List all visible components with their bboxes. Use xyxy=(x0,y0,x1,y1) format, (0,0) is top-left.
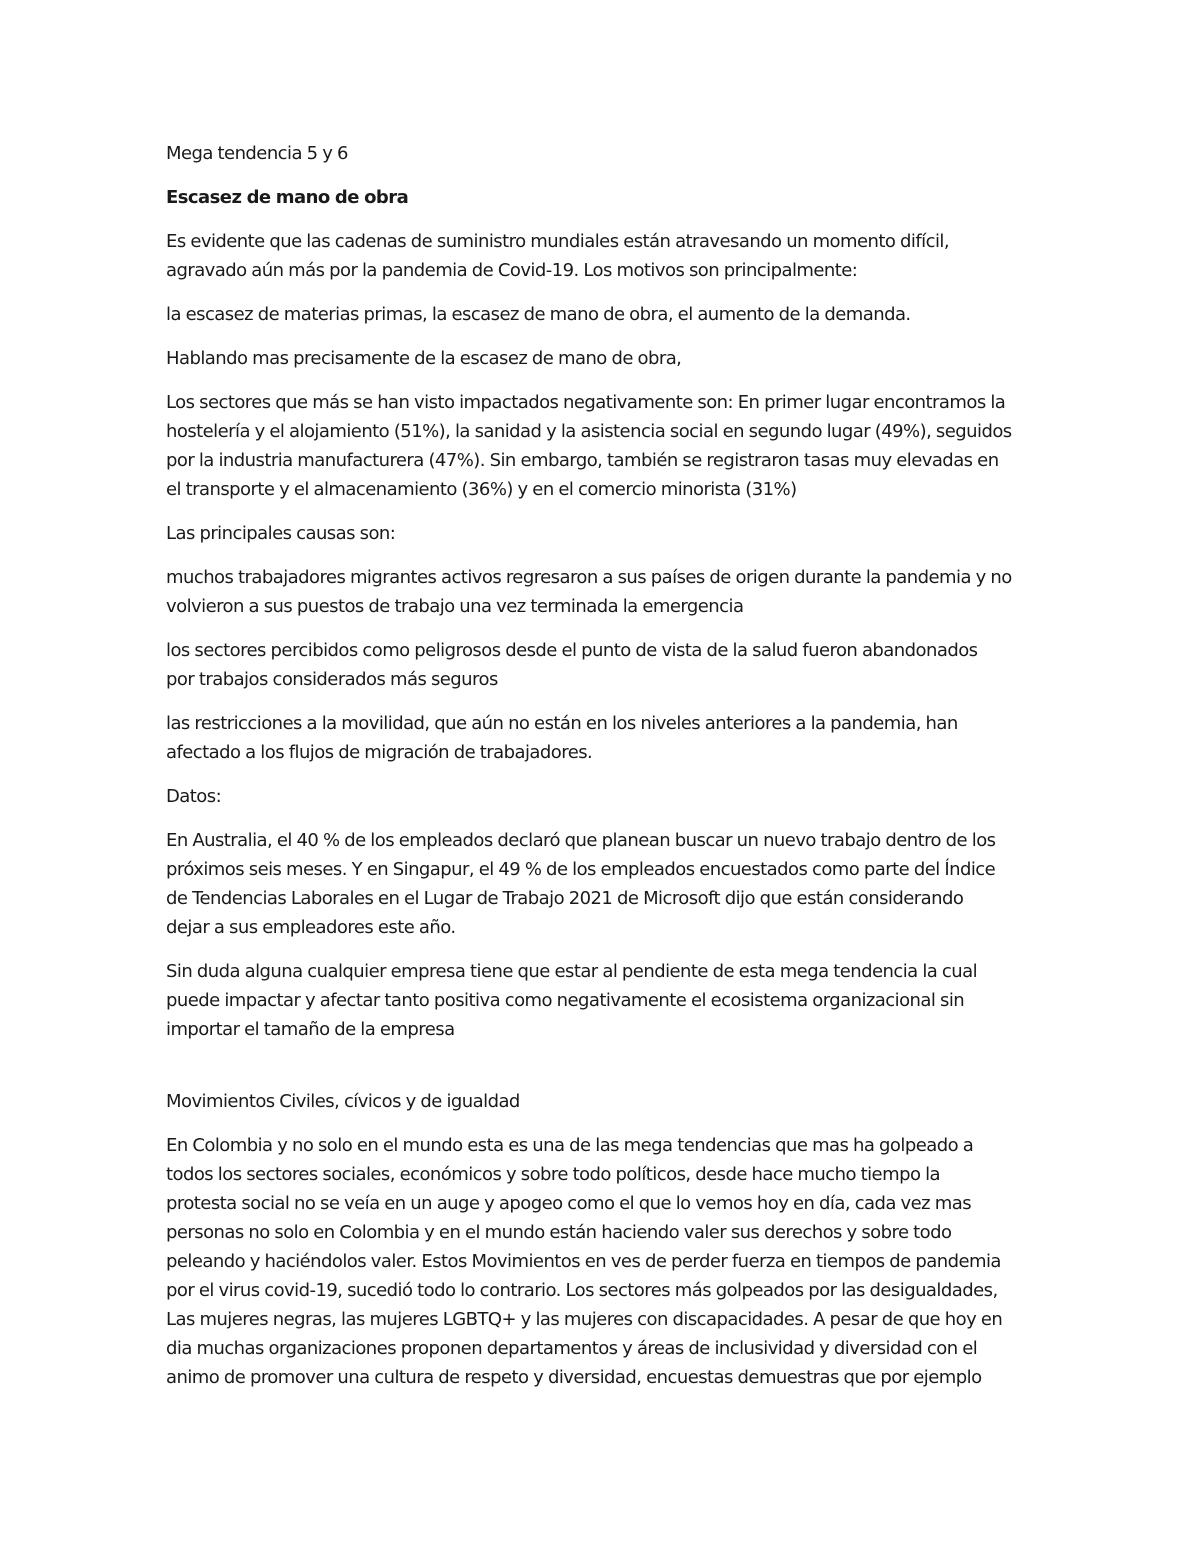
paragraph: En Australia, el 40 % de los empleados declaró que planean buscar un nuevo trabajo dentro de los próximos seis meses. Y en Singapur, el 49 % de los empleados encuestados como parte del Índice de Tendencias Laborales en el Lugar de Trabajo 2021 de Microsoft dijo que están considerando dejar a sus empleadores este año. xyxy=(166,830,996,938)
paragraph: muchos trabajadores migrantes activos regresaron a sus países de origen durante la pandemia y no volvieron a sus puestos de trabajo una vez terminada la emergencia xyxy=(166,567,1012,617)
paragraph: Es evidente que las cadenas de suministro mundiales están atravesando un momento difícil, agravado aún más por la pandemia de Covid-19. Los motivos son principalmente: xyxy=(166,231,950,281)
document-title: Mega tendencia 5 y 6 xyxy=(166,143,348,164)
paragraph: Las principales causas son: xyxy=(166,523,396,544)
paragraph: Hablando mas precisamente de la escasez de mano de obra, xyxy=(166,348,682,369)
section-heading-movimientos: Movimientos Civiles, cívicos y de igualdad xyxy=(166,1091,520,1112)
section-heading-escasez: Escasez de mano de obra xyxy=(166,187,409,208)
paragraph: la escasez de materias primas, la escasez de mano de obra, el aumento de la demanda. xyxy=(166,304,911,325)
paragraph: Sin duda alguna cualquier empresa tiene que estar al pendiente de esta mega tendencia la cual puede impactar y afectar tanto positiva como negativamente el ecosistema organizacional sin importar el tamaño de la empresa xyxy=(166,961,978,1040)
paragraph: Los sectores que más se han visto impactados negativamente son: En primer lugar encontramos la hostelería y el alojamiento (51%), la sanidad y la asistencia social en segundo lugar (49%), seguidos por la industria manufacturera (47%). Sin embargo, también se registraron tasas muy elevadas en el transporte y el almacenamiento (36%) y en el comercio minorista (31%) xyxy=(166,392,1012,500)
paragraph: Datos: xyxy=(166,786,222,807)
document-body xyxy=(166,139,1046,1407)
paragraph: los sectores percibidos como peligrosos desde el punto de vista de la salud fueron abandonados por trabajos considerados más seguros xyxy=(166,640,978,690)
paragraph: En Colombia y no solo en el mundo esta es una de las mega tendencias que mas ha golpeado a todos los sectores sociales, económicos y sobre todo políticos, desde hace mucho tiempo la protesta social no se veía en un auge y apogeo como el que lo vemos hoy en día, cada vez mas personas no solo en Colombia y en el mundo están haciendo valer sus derechos y sobre todo peleando y haciéndolos valer. Estos Movimientos en ves de perder fuerza en tiempos de pandemia por el virus covid-19, sucedió todo lo contrario. Los sectores más golpeados por las desigualdades, Las mujeres negras, las mujeres LGBTQ+ y las mujeres con discapacidades. A pesar de que hoy en dia muchas organizaciones proponen departamentos y áreas de inclusividad y diversidad con el animo de promover una cultura de respeto y diversidad, encuestas demuestras que por ejemplo xyxy=(166,1135,1003,1388)
paragraph: las restricciones a la movilidad, que aún no están en los niveles anteriores a la pandemia, han afectado a los flujos de migración de trabajadores. xyxy=(166,713,958,763)
